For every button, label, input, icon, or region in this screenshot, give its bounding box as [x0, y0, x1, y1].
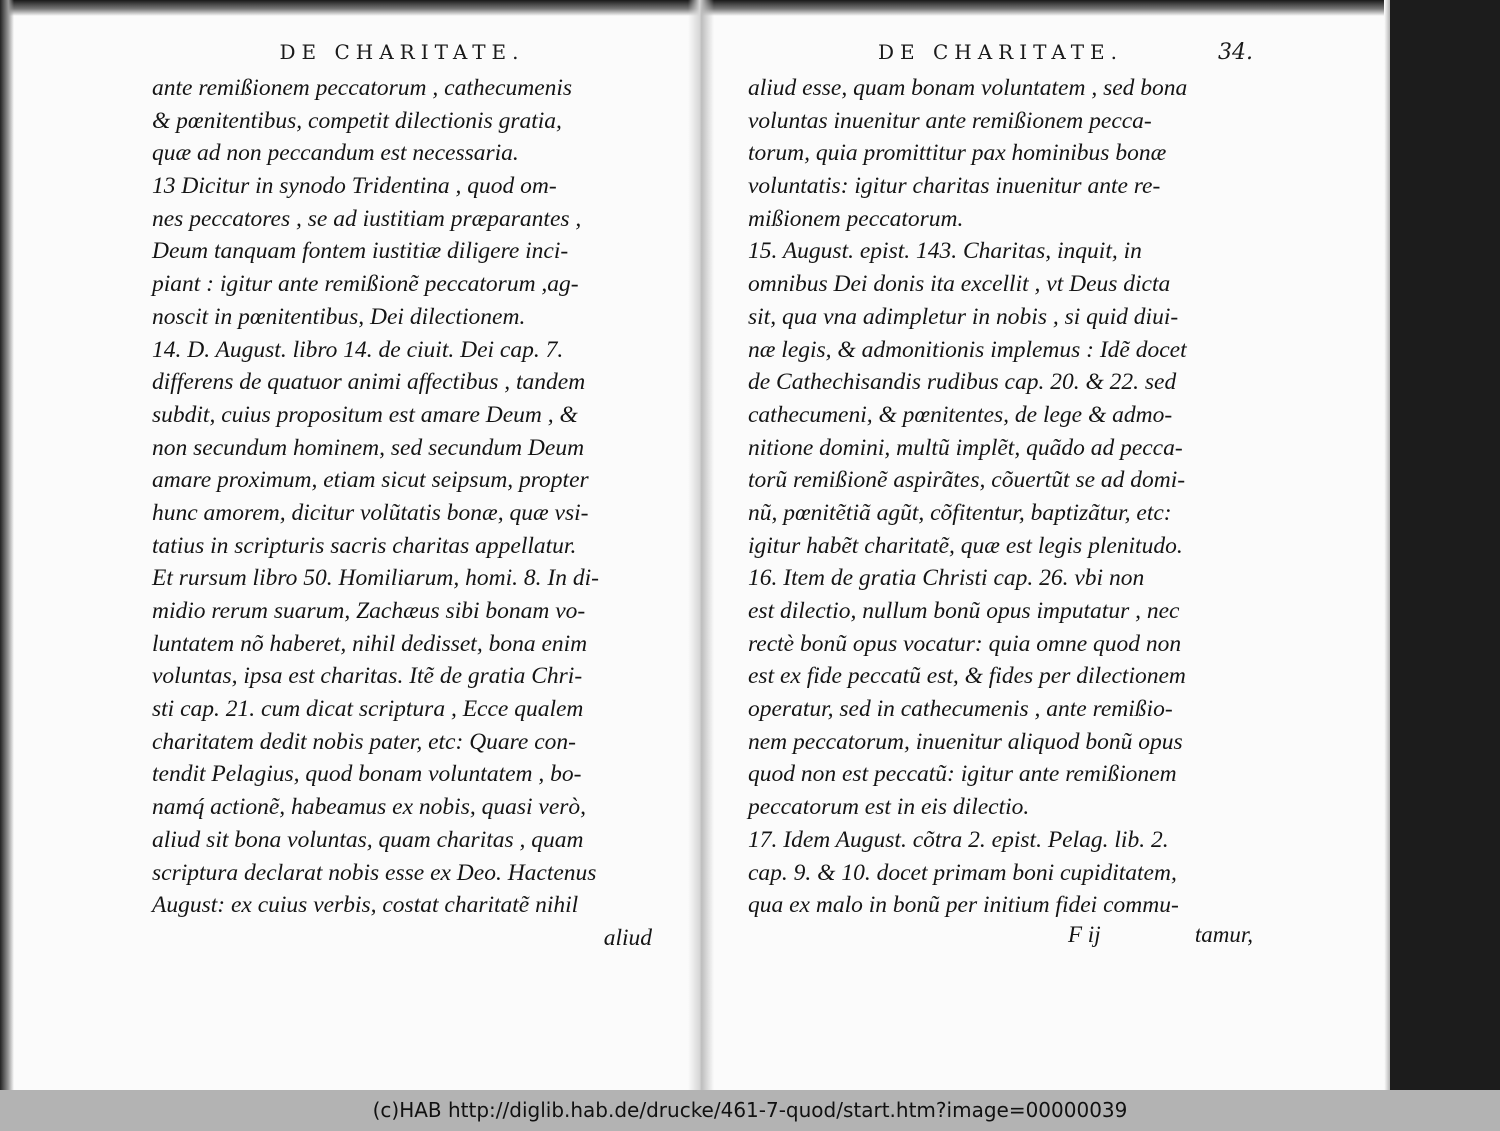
text-line: tatius in scripturis sacris charitas appellatur. — [152, 532, 577, 559]
text-line: voluntatis: igitur charitas inuenitur ante re- — [748, 173, 1161, 200]
text-line: luntatem nõ haberet, nihil dedisset, bona enim — [152, 630, 588, 657]
top-edge-shadow — [0, 0, 1500, 16]
text-line: amare proximum, etiam sicut seipsum, propter — [152, 467, 589, 494]
text-line: Et rursum libro 50. Homiliarum, homi. 8. In di- — [152, 565, 599, 592]
text-line: charitatem dedit nobis pater, etc: Quare con- — [152, 728, 576, 755]
running-head — [748, 40, 1253, 72]
book-gutter — [688, 0, 714, 1090]
text-line: nem peccatorum, inuenitur aliquod bonũ opus — [748, 728, 1183, 755]
text-line: & pœnitentibus, competit dilectionis gratia, — [152, 107, 562, 134]
text-line: 15. August. epist. 143. Charitas, inquit, in — [748, 238, 1142, 265]
catchword: tamur, — [1194, 921, 1253, 947]
text-line: operatur, sed in cathecumenis , ante remißio- — [748, 696, 1173, 723]
text-line: næ legis, & admonitionis implemus : Idẽ docet — [748, 336, 1187, 363]
text-line: voluntas, ipsa est charitas. Itẽ de gratia Chri- — [152, 663, 583, 690]
running-head — [152, 40, 652, 72]
text-line: igitur habẽt charitatẽ, quæ est legis plenitudo. — [748, 532, 1183, 559]
text-line: qua ex malo in bonũ per initium fidei commu- — [748, 892, 1179, 919]
text-line: torum, quia promittitur pax hominibus bonæ — [748, 140, 1167, 167]
text-line: mißionem peccatorum. — [748, 205, 964, 232]
copyright-footer — [0, 1090, 1500, 1131]
text-line: August: ex cuius verbis, costat charitatẽ nihil — [152, 892, 579, 919]
text-line: 17. Idem August. cõtra 2. epist. Pelag. lib. 2. — [748, 826, 1169, 853]
text-line: sit, qua vna adimpletur in nobis , si quid diui- — [748, 303, 1179, 330]
text-line: hunc amorem, dicitur volũtatis bonæ, quæ vsi- — [152, 499, 589, 526]
right-page — [748, 40, 1253, 954]
scan-background — [1390, 0, 1500, 1090]
text-block — [748, 72, 1253, 922]
text-line: est dilectio, nullum bonũ opus imputatur , nec — [748, 598, 1180, 624]
text-line: quæ ad non peccandum est necessaria. — [152, 140, 519, 167]
text-line: scriptura declarat nobis esse ex Deo. Hactenus — [152, 859, 597, 886]
text-line: omnibus Dei donis ita excellit , vt Deus dicta — [748, 271, 1171, 298]
text-line: 16. Item de gratia Christi cap. 26. vbi non — [748, 565, 1145, 592]
left-page — [152, 40, 652, 955]
text-line: aliud esse, quam bonam voluntatem , sed bona — [748, 75, 1188, 101]
text-line: nũ, pœnitẽtiã agũt, cõfitentur, baptizãtur, etc: — [748, 499, 1172, 526]
text-line: midio rerum suarum, Zachæus sibi bonam vo- — [152, 598, 586, 624]
text-line: cathecumeni, & pœnitentes, de lege & admo- — [748, 401, 1173, 428]
text-line: tendit Pelagius, quod bonam voluntatem , bo- — [152, 761, 582, 788]
catchword: aliud — [603, 924, 652, 951]
text-line: non secundum hominem, sed secundum Deum — [152, 434, 585, 461]
text-line: aliud sit bona voluntas, quam charitas , quam — [152, 826, 584, 853]
text-line: differens de quatuor animi affectibus , tandem — [152, 369, 586, 396]
text-line: nes peccatores , se ad iustitiam præparantes , — [152, 205, 582, 232]
text-line: Deum tanquam fontem iustitiæ diligere inci- — [152, 238, 569, 265]
text-line: quod non est peccatũ: igitur ante remißionem — [748, 761, 1177, 788]
text-block — [152, 72, 652, 922]
text-line: nitione domini, multũ implẽt, quãdo ad pecca- — [748, 434, 1183, 461]
text-line: torũ remißionẽ aspirãtes, cõuertũt se ad domi- — [748, 467, 1186, 494]
text-line: subdit, cuius propositum est amare Deum , & — [152, 401, 578, 428]
text-line: rectè bonũ opus vocatur: quia omne quod non — [748, 630, 1182, 657]
text-line: ante remißionem peccatorum , cathecumenis — [152, 75, 573, 101]
page-number: 34. — [1218, 40, 1253, 65]
text-line: de Cathechisandis rudibus cap. 20. & 22. sed — [748, 369, 1177, 396]
text-line: sti cap. 21. cum dicat scriptura , Ecce qualem — [152, 696, 584, 723]
text-line: est ex fide peccatũ est, & fides per dilectionem — [748, 663, 1186, 690]
running-head-text: DE CHARITATE. — [279, 40, 525, 64]
text-line: voluntas inuenitur ante remißionem pecca- — [748, 107, 1152, 134]
text-line: noscit in pœnitentibus, Dei dilectionem. — [152, 303, 526, 330]
signature-mark: F ij — [1068, 921, 1101, 947]
left-edge-shadow — [0, 0, 14, 1090]
footer-text: (c)HAB http://diglib.hab.de/drucke/461-7-quod/start.htm?image=00000039 — [372, 1098, 1128, 1122]
text-line: namq́ actionẽ, habeamus ex nobis, quasi verò, — [152, 794, 587, 821]
text-line: 13 Dicitur in synodo Tridentina , quod om- — [152, 173, 557, 200]
text-line: 14. D. August. libro 14. de ciuit. Dei cap. 7. — [152, 336, 564, 363]
running-head-text: DE CHARITATE. — [877, 40, 1124, 64]
text-line: piant : igitur ante remißionẽ peccatorum ,ag- — [152, 271, 579, 298]
signature-line — [748, 922, 1253, 954]
text-line: peccatorum est in eis dilectio. — [748, 794, 1030, 821]
text-line: cap. 9. & 10. docet primam boni cupiditatem, — [748, 859, 1177, 886]
